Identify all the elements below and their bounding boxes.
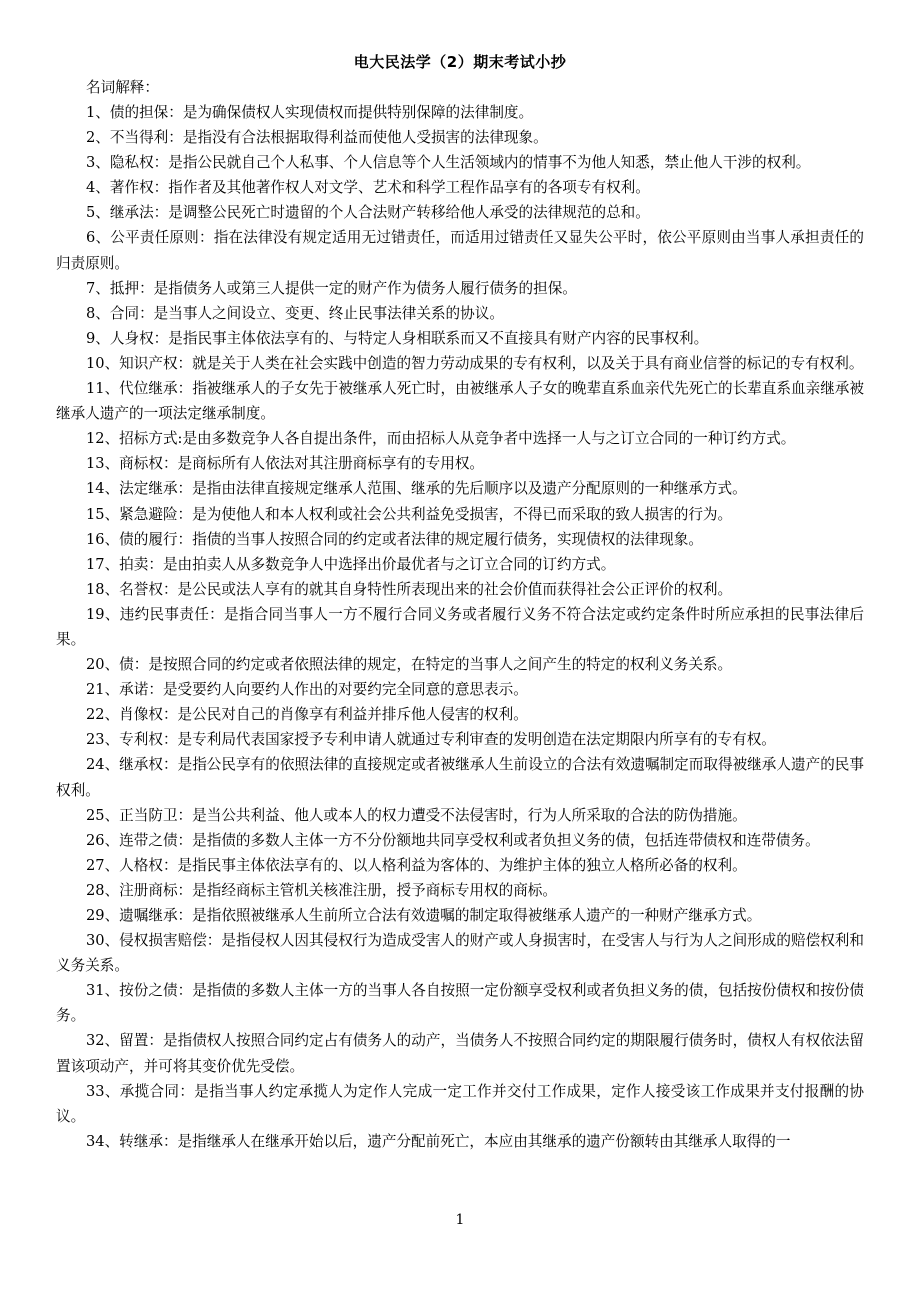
term-entry: 17、拍卖：是由拍卖人从多数竞争人中选择出价最优者与之订立合同的订约方式。: [86, 555, 616, 573]
term-entry: 18、名誉权：是公民或法人享有的就其自身特性所表现出来的社会价值而获得社会公正评价的权利。: [86, 580, 733, 598]
page-number: 1: [455, 1212, 465, 1228]
term-entry: 15、紧急避险：是为使他人和本人权利或社会公共利益免受损害，不得已而采取的致人损害的行为。: [86, 505, 733, 523]
term-entry: 32、留置：是指债权人按照合同约定占有债务人的动产，当债务人不按照合同约定的期限履行债务时，债权人有权依法留置该项动产，并可将其变价优先受偿。: [56, 1032, 864, 1075]
term-entry: 30、侵权损害赔偿：是指侵权人因其侵权行为造成受害人的财产或人身损害时，在受害人与行为人之间形成的赔偿权利和义务关系。: [56, 932, 864, 975]
term-entry: 23、专利权：是专利局代表国家授予专利申请人就通过专利审查的发明创造在法定期限内所享有的专有权。: [86, 731, 776, 749]
term-entry: 2、不当得利：是指没有合法根据取得利益而使他人受损害的法律现象。: [86, 129, 548, 147]
term-entry: 9、人身权：是指民事主体依法享有的、与特定人身相联系而又不直接具有财产内容的民事权利。: [86, 329, 709, 347]
document-title: 电大民法学（2）期末考试小抄: [353, 53, 567, 71]
term-entry: 21、承诺：是受要约人向要约人作出的对要约完全同意的意思表示。: [86, 681, 528, 699]
term-entry: 33、承揽合同：是指当事人约定承揽人为定作人完成一定工作并交付工作成果，定作人接受该工作成果并支付报酬的协议。: [56, 1082, 864, 1125]
term-entry: 16、债的履行：指债的当事人按照合同的约定或者法律的规定履行债务，实现债权的法律现象。: [86, 530, 703, 548]
term-entry: 19、违约民事责任：是指合同当事人一方不履行合同义务或者履行义务不符合法定或约定条件时所应承担的民事法律后果。: [56, 605, 864, 648]
document-page: [56, 50, 864, 1154]
term-entry: 22、肖像权：是公民对自己的肖像享有利益并排斥他人侵害的权利。: [86, 706, 528, 724]
term-entry: 8、合同：是当事人之间设立、变更、终止民事法律关系的协议。: [86, 304, 504, 322]
term-list: [56, 100, 864, 1154]
term-entry: 11、代位继承：指被继承人的子女先于被继承人死亡时，由被继承人子女的晚辈直系血亲代先死亡的长辈直系血亲继承被继承人遗产的一项法定继承制度。: [56, 380, 864, 423]
term-entry: 27、人格权：是指民事主体依法享有的、以人格利益为客体的、为维护主体的独立人格所必备的权利。: [86, 856, 747, 874]
term-entry: 26、连带之债：是指债的多数人主体一方不分份额地共同享受权利或者负担义务的债，包括连带债权和连带债务。: [86, 831, 820, 849]
term-entry: 6、公平责任原则：指在法律没有规定适用无过错责任，而适用过错责任又显失公平时，依公平原则由当事人承担责任的归责原则。: [56, 229, 864, 272]
term-entry: 24、继承权：是指公民享有的依照法律的直接规定或者被继承人生前设立的合法有效遗嘱制定而取得被继承人遗产的民事权利。: [56, 756, 864, 799]
term-entry: 28、注册商标：是指经商标主管机关核准注册，授予商标专用权的商标。: [86, 881, 557, 899]
term-entry: 7、抵押：是指债务人或第三人提供一定的财产作为债务人履行债务的担保。: [86, 279, 577, 297]
section-heading: 名词解释：: [86, 79, 159, 96]
term-entry: 1、债的担保：是为确保债权人实现债权而提供特别保障的法律制度。: [86, 104, 534, 121]
term-entry: 20、债：是按照合同的约定或者依照法律的规定，在特定的当事人之间产生的特定的权利义务关系。: [86, 656, 733, 674]
term-entry: 13、商标权：是商标所有人依法对其注册商标享有的专用权。: [86, 455, 485, 473]
term-entry: 34、转继承：是指继承人在继承开始以后，遗产分配前死亡，本应由其继承的遗产份额转由其继承人取得的一: [86, 1132, 791, 1150]
term-entry: 29、遗嘱继承：是指依照被继承人生前所立合法有效遗嘱的制定取得被继承人遗产的一种财产继承方式。: [86, 907, 762, 924]
term-entry: 3、隐私权：是指公民就自己个人私事、个人信息等个人生活领域内的情事不为他人知悉，禁止他人干涉的权利。: [86, 154, 811, 172]
term-entry: 12、招标方式:是由多数竞争人各自提出条件，而由招标人从竞争者中选择一人与之订立合同的一种订约方式。: [86, 430, 796, 448]
term-entry: 4、著作权：指作者及其他著作权人对文学、艺术和科学工程作品享有的各项专有权利。: [86, 179, 650, 197]
term-entry: 10、知识产权：就是关于人类在社会实践中创造的智力劳动成果的专有权利，以及关于具有商业信誉的标记的专有权利。: [86, 354, 864, 372]
term-entry: 31、按份之债：是指债的多数人主体一方的当事人各自按照一定份额享受权利或者负担义务的债，包括按份债权和按份债务。: [56, 982, 864, 1025]
term-entry: 14、法定继承：是指由法律直接规定继承人范围、继承的先后顺序以及遗产分配原则的一种继承方式。: [86, 480, 747, 498]
term-entry: 5、继承法：是调整公民死亡时遗留的个人合法财产转移给他人承受的法律规范的总和。: [86, 204, 650, 222]
term-entry: 25、正当防卫：是当公共利益、他人或本人的权力遭受不法侵害时，行为人所采取的合法的防伪措施。: [86, 806, 747, 824]
